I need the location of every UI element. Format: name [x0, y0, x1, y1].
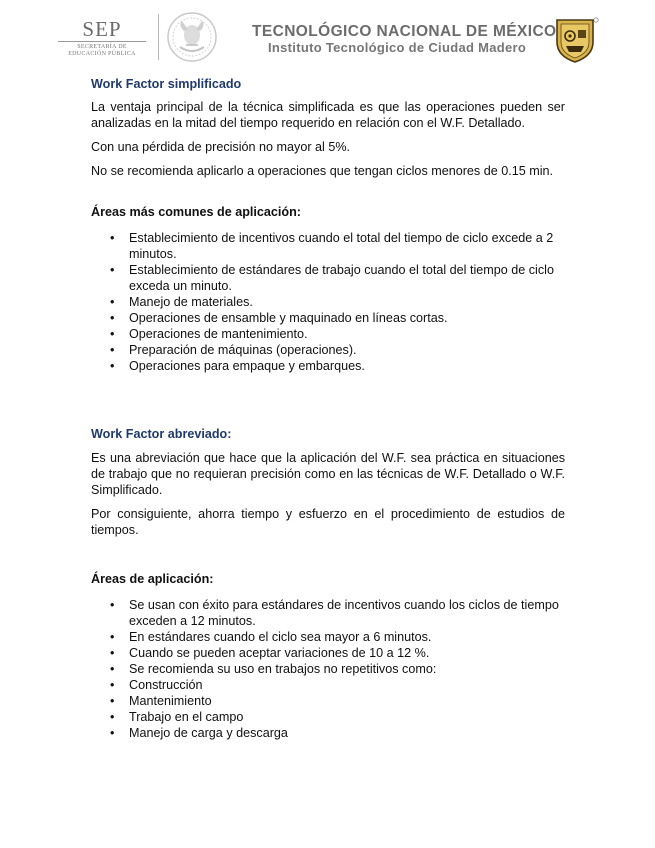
itcm-shield-icon	[551, 16, 599, 64]
paragraph: No se recomienda aplicarlo a operaciones que tengan ciclos menores de 0.15 min.	[91, 164, 554, 178]
section-heading-work-factor-abreviado: Work Factor abreviado:	[91, 427, 232, 441]
list-item-text: Operaciones de ensamble y maquinado en líneas cortas.	[129, 311, 448, 325]
bullet-icon: •	[110, 694, 115, 708]
list-item-text: Manejo de materiales.	[129, 295, 253, 309]
bullet-icon: •	[110, 630, 115, 644]
paragraph: La ventaja principal de la técnica simplificada es que las operaciones pueden ser analizadas en la mitad del tiempo requerido en relación con el W.F. Detallado.	[91, 100, 565, 130]
list-item-text: Establecimiento de incentivos cuando el total del tiempo de ciclo excede a 2 minutos.	[129, 231, 554, 261]
list-item	[91, 310, 565, 326]
section-heading-areas-mas-comunes: Áreas más comunes de aplicación:	[91, 205, 301, 219]
bullet-icon: •	[110, 646, 115, 660]
section-heading-areas-de-aplicacion: Áreas de aplicación:	[91, 572, 214, 586]
list-item-text: Cuando se pueden aceptar variaciones de 10 a 12 %.	[129, 646, 430, 660]
list-item	[91, 294, 565, 310]
paragraph: Por consiguiente, ahorra tiempo y esfuerzo en el procedimiento de estudios de tiempos.	[91, 507, 565, 537]
bullet-list-areas-comunes	[91, 230, 565, 374]
bullet-icon: •	[110, 295, 115, 309]
list-item	[91, 645, 565, 661]
sep-logo	[52, 18, 152, 58]
sep-logo-text: SEP	[82, 17, 122, 41]
paragraph: Con una pérdida de precisión no mayor al 5%.	[91, 140, 351, 154]
page-header	[0, 0, 655, 70]
list-item-text: Operaciones de mantenimiento.	[129, 327, 308, 341]
document-body	[91, 76, 565, 741]
bullet-list-areas-aplicacion	[91, 597, 565, 741]
bullet-icon: •	[110, 359, 115, 373]
list-item-text: Operaciones para empaque y embarques.	[129, 359, 365, 373]
list-item-text: Se recomienda su uso en trabajos no repetitivos como:	[129, 662, 437, 676]
list-item	[91, 597, 565, 629]
list-item	[91, 230, 565, 262]
list-item-text: Preparación de máquinas (operaciones).	[129, 343, 357, 357]
bullet-icon: •	[110, 726, 115, 740]
list-item-text: Manejo de carga y descarga	[129, 726, 288, 740]
list-item	[91, 709, 565, 725]
bullet-icon: •	[110, 327, 115, 341]
institution-subtitle: Instituto Tecnológico de Ciudad Madero	[268, 40, 527, 55]
bullet-icon: •	[110, 343, 115, 357]
list-item	[91, 358, 565, 374]
sep-logo-subtitle-2: EDUCACIÓN PÚBLICA	[68, 51, 136, 57]
bullet-icon: •	[110, 231, 115, 245]
sep-logo-subtitle-1: SECRETARÍA DE	[77, 44, 127, 50]
list-item	[91, 725, 565, 741]
list-item-text: En estándares cuando el ciclo sea mayor a 6 minutos.	[129, 630, 432, 644]
bullet-icon: •	[110, 662, 115, 676]
list-item	[91, 326, 565, 342]
bullet-icon: •	[110, 710, 115, 724]
list-item-text: Construcción	[129, 678, 203, 692]
header-divider	[158, 14, 159, 60]
institution-title: TECNOLÓGICO NACIONAL DE MÉXICO	[252, 23, 557, 40]
sep-logo-rule	[58, 41, 146, 42]
section-heading-work-factor-simplificado: Work Factor simplificado	[91, 77, 242, 91]
list-item-text: Mantenimiento	[129, 694, 212, 708]
bullet-icon: •	[110, 311, 115, 325]
list-item	[91, 693, 565, 709]
list-item	[91, 629, 565, 645]
bullet-icon: •	[110, 598, 115, 612]
paragraph: Es una abreviación que hace que la aplicación del W.F. sea práctica en situaciones de trabajo que no requieran precisión como en las técnicas de W.F. Detallado o W.F. Simplificado.	[91, 451, 565, 497]
bullet-icon: •	[110, 263, 115, 277]
list-item	[91, 262, 565, 294]
list-item-text: Trabajo en el campo	[129, 710, 244, 724]
list-item	[91, 661, 565, 677]
list-item-text: Establecimiento de estándares de trabajo cuando el total del tiempo de ciclo exceda un minuto.	[129, 263, 554, 293]
list-item	[91, 677, 565, 693]
bullet-icon: •	[110, 678, 115, 692]
list-item	[91, 342, 565, 358]
list-item-text: Se usan con éxito para estándares de incentivos cuando los ciclos de tiempo exceden a 12 minutos.	[129, 598, 559, 628]
national-seal-icon	[166, 11, 218, 63]
